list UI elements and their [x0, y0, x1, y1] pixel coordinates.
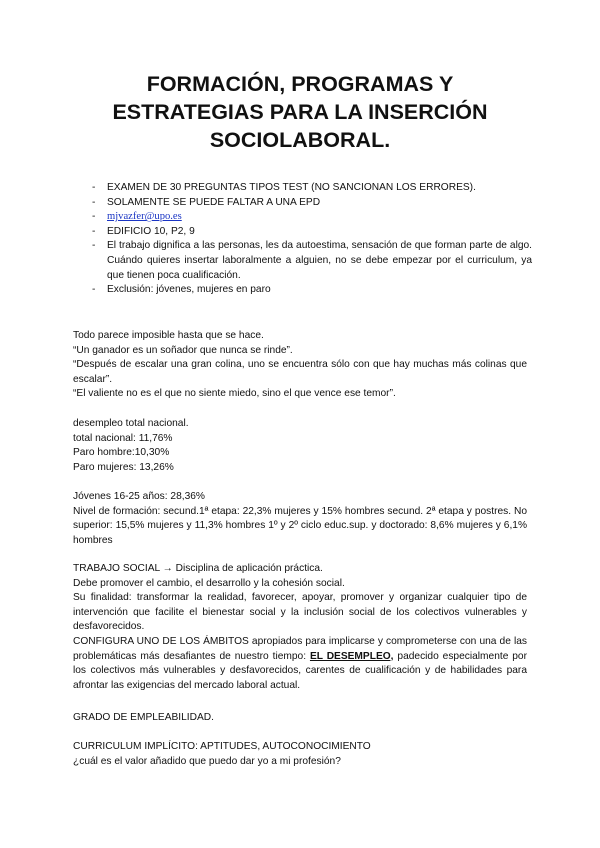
- social-work-purpose: Su finalidad: transformar la realidad, favorecer, apoyar, promover y organizar cualquier tipo de intervención que facilite el bienestar social y la inclusión social de los colectivos vulnerables y desfavorecidos.: [73, 592, 527, 633]
- employability-section: [73, 711, 527, 726]
- employability-heading: GRADO DE EMPLEABILIDAD.: [73, 712, 214, 723]
- list-item-exclusion: - Exclusión: jóvenes, mujeres en paro: [92, 283, 532, 298]
- curriculum-question: ¿cuál es el valor añadido que puedo dar yo a mi profesión?: [73, 755, 341, 767]
- youth-training: Nivel de formación: secund.1ª etapa: 22,3% mujeres y 15% hombres secund. 2ª etapa y postres. No superior: 15,5% mujeres y 11,3% hombres 1º y 2º ciclo educ.sup. y doctorado: 8,6% mujeres y 6,1% hombres: [73, 505, 527, 546]
- youth-section: [73, 490, 527, 548]
- quotes-section: [73, 329, 527, 402]
- quote-1: Todo parece imposible hasta que se hace.: [73, 330, 264, 341]
- list-item-building: - EDIFICIO 10, P2, 9: [92, 225, 532, 240]
- title-line-2: ESTRATEGIAS PARA LA INSERCIÓN: [112, 100, 488, 124]
- youth-rate: Jóvenes 16-25 años: 28,36%: [73, 491, 205, 502]
- unemployment-emphasis: EL DESEMPLEO,: [309, 650, 394, 662]
- quote-3: “Después de escalar una gran colina, uno se encuentra sólo con que hay muchas más colinas que escalar”.: [73, 359, 527, 385]
- curriculum-section: [73, 740, 527, 769]
- quote-2: “Un ganador es un soñador que nunca se rinde”.: [73, 344, 293, 356]
- social-work-promote: Debe promover el cambio, el desarrollo y la cohesión social.: [73, 577, 345, 589]
- document-title: [60, 70, 540, 154]
- unemployment-heading: desempleo total nacional.: [73, 418, 189, 429]
- social-work-configures: [73, 635, 527, 693]
- title-line-3: SOCIOLABORAL.: [209, 128, 391, 152]
- list-item-exam: - EXAMEN DE 30 PREGUNTAS TIPOS TEST (NO SANCIONAN LOS ERRORES).: [92, 181, 532, 196]
- course-notes-list: [92, 181, 532, 298]
- unemployment-men: Paro hombre:10,30%: [73, 447, 170, 459]
- configures-before: CONFIGURA UNO DE LOS ÁMBITOS apropiados para implicarse y comprometerse con una de las problemáticas más desafiantes de nuestro tiempo:: [73, 635, 527, 662]
- unemployment-section: [73, 417, 527, 475]
- quote-4: “El valiente no es el que no siente miedo, sino el que vence ese temor”.: [73, 388, 396, 400]
- list-item-epd: - SOLAMENTE SE PUEDE FALTAR A UNA EPD: [92, 196, 532, 211]
- configures-after: padecido especialmente por los colectivos más vulnerables y desfavorecidos, carentes de cualificación y de habilidades para afrontar las exigencias del mercado laboral actual.: [73, 650, 527, 691]
- unemployment-total: total nacional: 11,76%: [73, 432, 173, 444]
- work-text: - El trabajo dignifica a las personas, les da autoestima, sensación de que forman parte de algo. Cuándo quieres insertar laboralmente a alguien, no se debe empezar por el curriculum, ya que tienen poca cualificación.: [107, 240, 532, 281]
- social-work-definition: TRABAJO SOCIAL → Disciplina de aplicación práctica.: [73, 563, 323, 574]
- curriculum-implicit: CURRICULUM IMPLÍCITO: APTITUDES, AUTOCONOCIMIENTO: [73, 741, 371, 752]
- unemployment-women: Paro mujeres: 13,26%: [73, 461, 174, 473]
- social-work-section: [73, 562, 527, 693]
- email-link[interactable]: mjvazfer@upo.es: [107, 211, 182, 223]
- list-item-email: [92, 210, 532, 225]
- list-item-work: [92, 239, 532, 283]
- title-line-1: FORMACIÓN, PROGRAMAS Y: [146, 72, 454, 96]
